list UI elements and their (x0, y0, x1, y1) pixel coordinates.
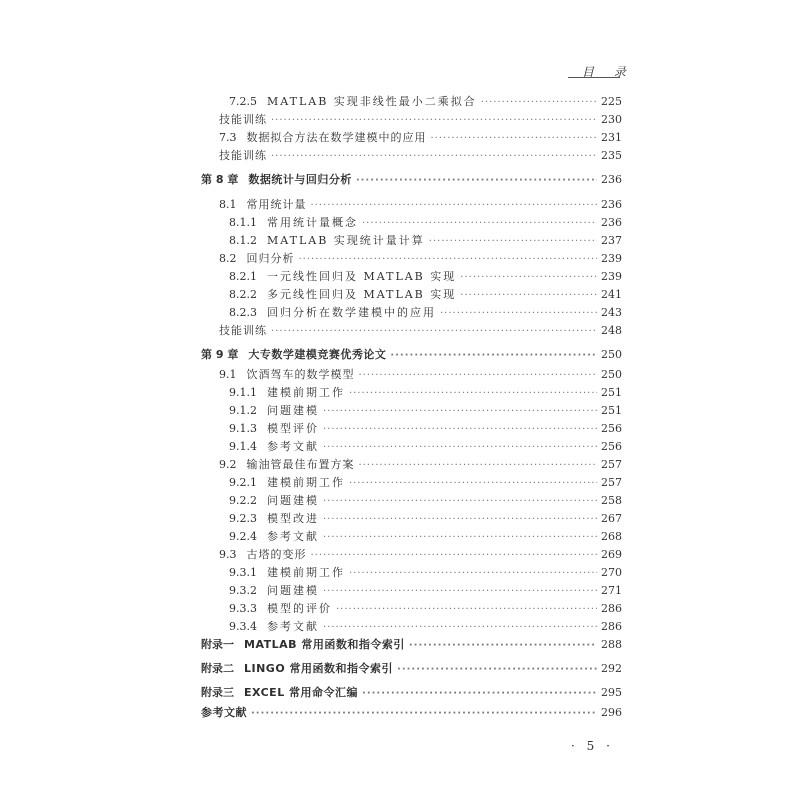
page-number: · 5 · (571, 739, 614, 753)
toc-leader-dots (397, 664, 597, 675)
toc-entry-title: 参考文献 (267, 620, 319, 633)
toc-entry-title: 参考文献 (267, 440, 319, 453)
toc-entry-number: 8.1.1 (229, 216, 257, 229)
toc-entry[interactable] (229, 510, 622, 528)
toc-entry-page: 286 (601, 602, 622, 615)
toc-leader-dots (323, 514, 597, 525)
toc-leader-dots (323, 424, 597, 435)
toc-entry-title: LINGO 常用函数和指令索引 (244, 662, 394, 675)
toc-entry-title: 建模前期工作 (267, 566, 345, 579)
toc-leader-dots (460, 290, 597, 301)
toc-leader-dots (299, 254, 598, 265)
toc-leader-dots (481, 97, 597, 108)
toc-entry[interactable] (229, 564, 622, 582)
toc-entry-title: MATLAB 常用函数和指令索引 (244, 638, 405, 651)
toc-entry-page: 256 (601, 422, 622, 435)
toc-leader-dots (271, 326, 597, 337)
toc-entry[interactable] (229, 93, 622, 111)
toc-leader-dots (323, 496, 597, 507)
toc-entry-title: 大专数学建模竞赛优秀论文 (248, 348, 387, 361)
toc-leader-dots (349, 568, 597, 579)
toc-entry-number: 9.3.1 (229, 566, 257, 579)
toc-leader-dots (271, 115, 597, 126)
toc-leader-dots (311, 550, 598, 561)
toc-entry[interactable] (201, 660, 622, 678)
toc-entry-page: 236 (601, 173, 622, 186)
toc-entry-number: 9.3.4 (229, 620, 257, 633)
toc-entry-page: 270 (601, 566, 622, 579)
toc-entry-number: 7.3 (219, 131, 237, 144)
toc-entry-page: 286 (601, 620, 622, 633)
toc-entry-page: 236 (601, 198, 622, 211)
toc-entry-page: 271 (601, 584, 622, 597)
running-header: 目 录 (582, 65, 634, 79)
toc-entry[interactable] (229, 402, 622, 420)
toc-leader-dots (359, 460, 598, 471)
toc-entry-page: 239 (601, 270, 622, 283)
toc-leader-dots (311, 200, 598, 211)
toc-entry[interactable] (219, 546, 622, 564)
toc-entry-title: 建模前期工作 (267, 476, 345, 489)
toc-entry[interactable] (201, 346, 622, 364)
toc-entry-page: 243 (601, 306, 622, 319)
toc-leader-dots (251, 708, 597, 719)
toc-entry-number: 8.1 (219, 198, 237, 211)
toc-entry-title: EXCEL 常用命令汇编 (244, 686, 359, 699)
toc-entry-page: 251 (601, 386, 622, 399)
toc-entry-title: 古塔的变形 (246, 548, 307, 561)
toc-entry-number: 8.2.1 (229, 270, 257, 283)
toc-entry-number: 8.1.2 (229, 234, 257, 247)
toc-entry-title: 一元线性回归及 MATLAB 实现 (267, 270, 457, 283)
toc-entry[interactable] (201, 704, 622, 722)
toc-leader-dots (356, 175, 597, 186)
toc-entry-page: 250 (601, 368, 622, 381)
toc-entry[interactable] (229, 492, 622, 510)
toc-entry-page: 258 (601, 494, 622, 507)
toc-entry[interactable] (229, 582, 622, 600)
toc-entry-title: 参考文献 (267, 530, 319, 543)
toc-entry[interactable] (229, 528, 622, 546)
toc-entry-number: 第 8 章 (201, 173, 239, 186)
toc-entry-page: 241 (601, 288, 622, 301)
toc-entry[interactable] (229, 384, 622, 402)
toc-entry-title: 技能训练 (219, 324, 267, 337)
toc-entry-number: 9.2.1 (229, 476, 257, 489)
toc-entry-page: 257 (601, 458, 622, 471)
toc-entry-number: 9.1.3 (229, 422, 257, 435)
toc-entry-title: 模型的评价 (267, 602, 332, 615)
toc-leader-dots (323, 532, 597, 543)
toc-entry-number: 8.2 (219, 252, 237, 265)
toc-entry-title: 问题建模 (267, 584, 319, 597)
toc-entry-page: 230 (601, 113, 622, 126)
toc-entry-number: 第 9 章 (201, 348, 239, 361)
toc-entry-page: 296 (601, 706, 622, 719)
toc-leader-dots (440, 308, 597, 319)
toc-entry[interactable] (219, 366, 622, 384)
toc-leader-dots (359, 370, 598, 381)
toc-entry-title: MATLAB 实现非线性最小二乘拟合 (267, 95, 477, 108)
toc-entry[interactable] (229, 214, 622, 232)
toc-entry-title: 技能训练 (219, 113, 267, 126)
toc-leader-dots (323, 406, 597, 417)
toc-entry-number: 9.2.4 (229, 530, 257, 543)
toc-entry-number: 7.2.5 (229, 95, 257, 108)
toc-entry[interactable] (229, 600, 622, 618)
toc-entry-title: 参考文献 (201, 706, 247, 719)
toc-entry-title: 技能训练 (219, 149, 267, 162)
toc-entry-number: 8.2.3 (229, 306, 257, 319)
toc-entry-number: 9.2.2 (229, 494, 257, 507)
toc-entry-title: 常用统计量概念 (267, 216, 358, 229)
toc-entry-number: 8.2.2 (229, 288, 257, 301)
toc-entry-page: 257 (601, 476, 622, 489)
toc-entry[interactable] (219, 456, 622, 474)
toc-entry-title: 回归分析在数学建模中的应用 (267, 306, 436, 319)
toc-entry-title: 回归分析 (246, 252, 295, 265)
toc-leader-dots (460, 272, 597, 283)
toc-entry-number: 附录一 (201, 638, 234, 651)
toc-entry-page: 239 (601, 252, 622, 265)
toc-leader-dots (323, 586, 597, 597)
toc-entry-number: 9.3 (219, 548, 237, 561)
toc-entry-page: 251 (601, 404, 622, 417)
toc-leader-dots (429, 236, 597, 247)
toc-entry-number: 9.3.3 (229, 602, 257, 615)
toc-leader-dots (336, 604, 597, 615)
toc-entry-page: 256 (601, 440, 622, 453)
toc-entry-title: 输油管最佳布置方案 (246, 458, 355, 471)
toc-entry[interactable] (219, 250, 622, 268)
toc-leader-dots (349, 388, 597, 399)
toc-entry-title: 常用统计量 (246, 198, 307, 211)
toc-leader-dots (362, 688, 597, 699)
toc-entry-title: 多元线性回归及 MATLAB 实现 (267, 288, 457, 301)
toc-entry[interactable] (229, 438, 622, 456)
toc-entry[interactable] (219, 129, 622, 147)
toc-entry[interactable] (229, 232, 622, 250)
toc-entry-number: 9.2 (219, 458, 237, 471)
toc-entry-page: 250 (601, 348, 622, 361)
toc-entry[interactable] (219, 147, 622, 165)
toc-entry-number: 9.2.3 (229, 512, 257, 525)
toc-entry-page: 295 (601, 686, 622, 699)
toc-entry-number: 9.3.2 (229, 584, 257, 597)
toc-entry[interactable] (229, 286, 622, 304)
toc-entry[interactable] (229, 420, 622, 438)
toc-entry-page: 269 (601, 548, 622, 561)
toc-entry-title: 饮酒驾车的数学模型 (246, 368, 355, 381)
toc-entry-title: 建模前期工作 (267, 386, 345, 399)
toc-entry-page: 292 (601, 662, 622, 675)
toc-entry[interactable] (219, 196, 622, 214)
toc-entry-number: 9.1.4 (229, 440, 257, 453)
toc-leader-dots (362, 218, 597, 229)
toc-leader-dots (271, 151, 597, 162)
toc-leader-dots (409, 640, 597, 651)
toc-entry[interactable] (201, 636, 622, 654)
toc-entry-number: 9.1.1 (229, 386, 257, 399)
toc-entry-title: 问题建模 (267, 404, 319, 417)
toc-entry[interactable] (229, 474, 622, 492)
toc-entry[interactable] (229, 304, 622, 322)
toc-entry-title: 数据拟合方法在数学建模中的应用 (246, 131, 427, 144)
toc-entry[interactable] (219, 322, 622, 340)
toc-leader-dots (349, 478, 597, 489)
toc-entry-page: 288 (601, 638, 622, 651)
toc-entry[interactable] (229, 618, 622, 636)
toc-entry-page: 236 (601, 216, 622, 229)
toc-leader-dots (323, 442, 597, 453)
toc-entry-title: 模型改进 (267, 512, 319, 525)
toc-entry-page: 267 (601, 512, 622, 525)
toc-entry-title: 模型评价 (267, 422, 319, 435)
toc-entry-page: 235 (601, 149, 622, 162)
toc-entry[interactable] (201, 171, 622, 189)
toc-leader-dots (390, 350, 597, 361)
toc-entry-page: 268 (601, 530, 622, 543)
toc-entry[interactable] (201, 684, 622, 702)
toc-entry-page: 225 (601, 95, 622, 108)
toc-entry-page: 237 (601, 234, 622, 247)
toc-leader-dots (431, 133, 598, 144)
toc-entry-number: 9.1 (219, 368, 237, 381)
toc-entry-title: 数据统计与回归分析 (248, 173, 352, 186)
toc-entry-page: 248 (601, 324, 622, 337)
toc-entry-title: MATLAB 实现统计量计算 (267, 234, 425, 247)
toc-entry-number: 9.1.2 (229, 404, 257, 417)
toc-entry[interactable] (229, 268, 622, 286)
toc-entry-number: 附录三 (201, 686, 234, 699)
toc-entry[interactable] (219, 111, 622, 129)
toc-entry-title: 问题建模 (267, 494, 319, 507)
toc-leader-dots (323, 622, 597, 633)
toc-entry-number: 附录二 (201, 662, 234, 675)
toc-entry-page: 231 (601, 131, 622, 144)
